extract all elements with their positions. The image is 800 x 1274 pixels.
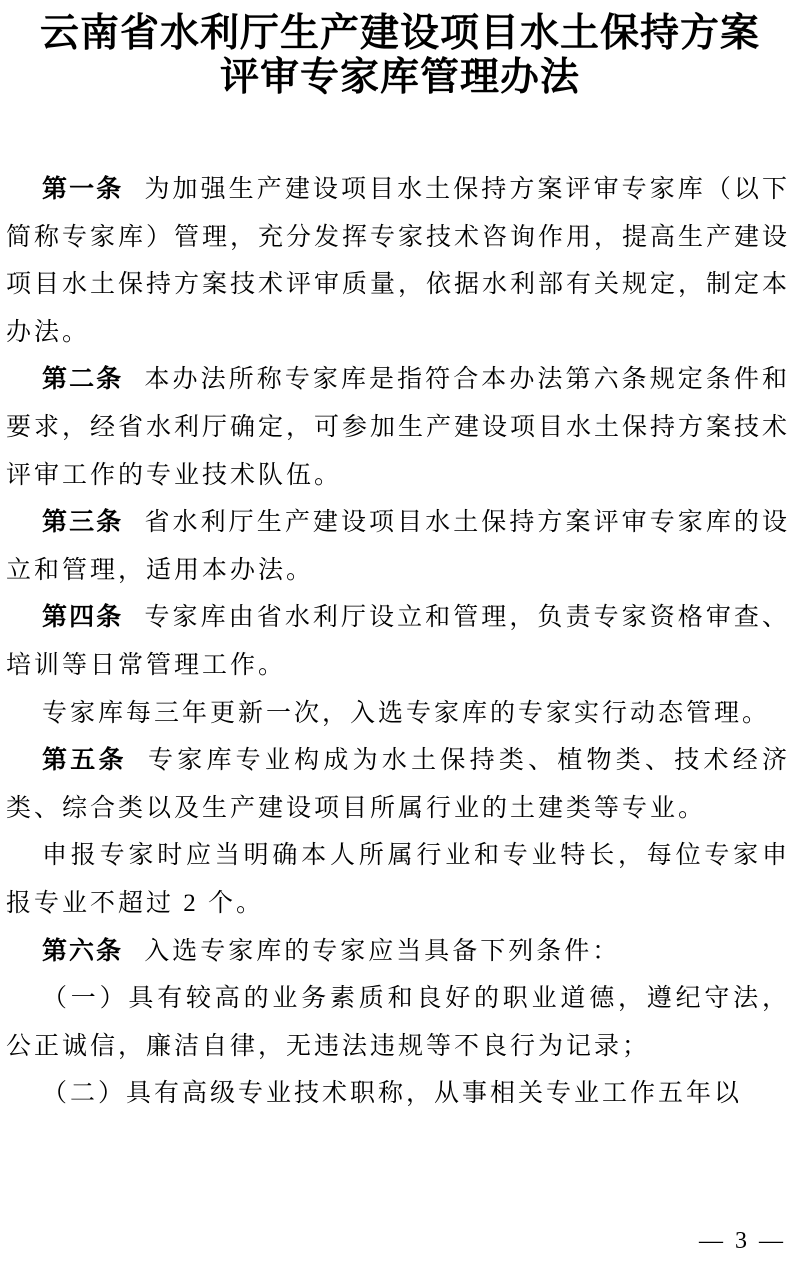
article-2-label: 第二条 (42, 365, 124, 394)
article-5-continuation-text: 申报专家时应当明确本人所属行业和专业特长，每位专家申报专业不超过 2 个。 (6, 842, 790, 917)
paragraph-article-5-continuation (6, 832, 790, 927)
article-4-continuation-text: 专家库每三年更新一次，入选专家库的专家实行动态管理。 (42, 699, 771, 727)
article-1-label: 第一条 (42, 175, 124, 203)
document-title-line2: 评审专家库管理办法 (219, 56, 580, 99)
article-6-label: 第六条 (42, 936, 124, 965)
article-5-text: 专家库专业构成为水土保持类、植物类、技术经济类、综合类以及生产建设项目所属行业的土建类等专业。 (6, 747, 790, 822)
paragraph-article-5 (6, 737, 790, 832)
article-2-text: 本办法所称专家库是指符合本办法第六条规定条件和要求，经省水利厅确定，可参加生产建设项目水土保持方案技术评审工作的专业技术队伍。 (6, 366, 791, 489)
article-5-label: 第五条 (42, 746, 127, 775)
article-1-text: 为加强生产建设项目水土保持方案评审专家库（以下简称专家库）管理，充分发挥专家技术咨询作用，提高生产建设项目水土保持方案技术评审质量，依据水利部有关规定，制定本办法。 (6, 176, 791, 346)
page-number: — 3 — (699, 1228, 786, 1254)
paragraph-article-1 (6, 166, 790, 356)
paragraph-article-6-item-1 (6, 975, 790, 1070)
article-3-text: 省水利厅生产建设项目水土保持方案评审专家库的设立和管理，适用本办法。 (6, 509, 790, 584)
article-6-item-1-text: （一）具有较高的业务素质和良好的职业道德，遵纪守法，公正诚信，廉洁自律，无违法违规等不良行为记录； (6, 985, 790, 1060)
paragraph-article-2 (6, 356, 790, 499)
article-4-text: 专家库由省水利厅设立和管理，负责专家资格审查、培训等日常管理工作。 (6, 604, 790, 679)
article-6-item-2-text: （二）具有高级专业技术职称，从事相关专业工作五年以 (42, 1080, 743, 1108)
paragraph-article-6 (6, 928, 790, 976)
paragraph-article-3 (6, 499, 790, 594)
paragraph-article-4-continuation (6, 690, 790, 738)
paragraph-article-4 (6, 594, 790, 689)
document-title-line1: 云南省水利厅生产建设项目水土保持方案 (39, 12, 760, 55)
document-body (0, 166, 800, 1118)
article-3-label: 第三条 (42, 508, 124, 537)
article-6-text: 入选专家库的专家应当具备下列条件： (144, 937, 621, 965)
paragraph-article-6-item-2 (6, 1070, 790, 1118)
article-4-label: 第四条 (42, 603, 124, 632)
document-title (0, 0, 800, 100)
